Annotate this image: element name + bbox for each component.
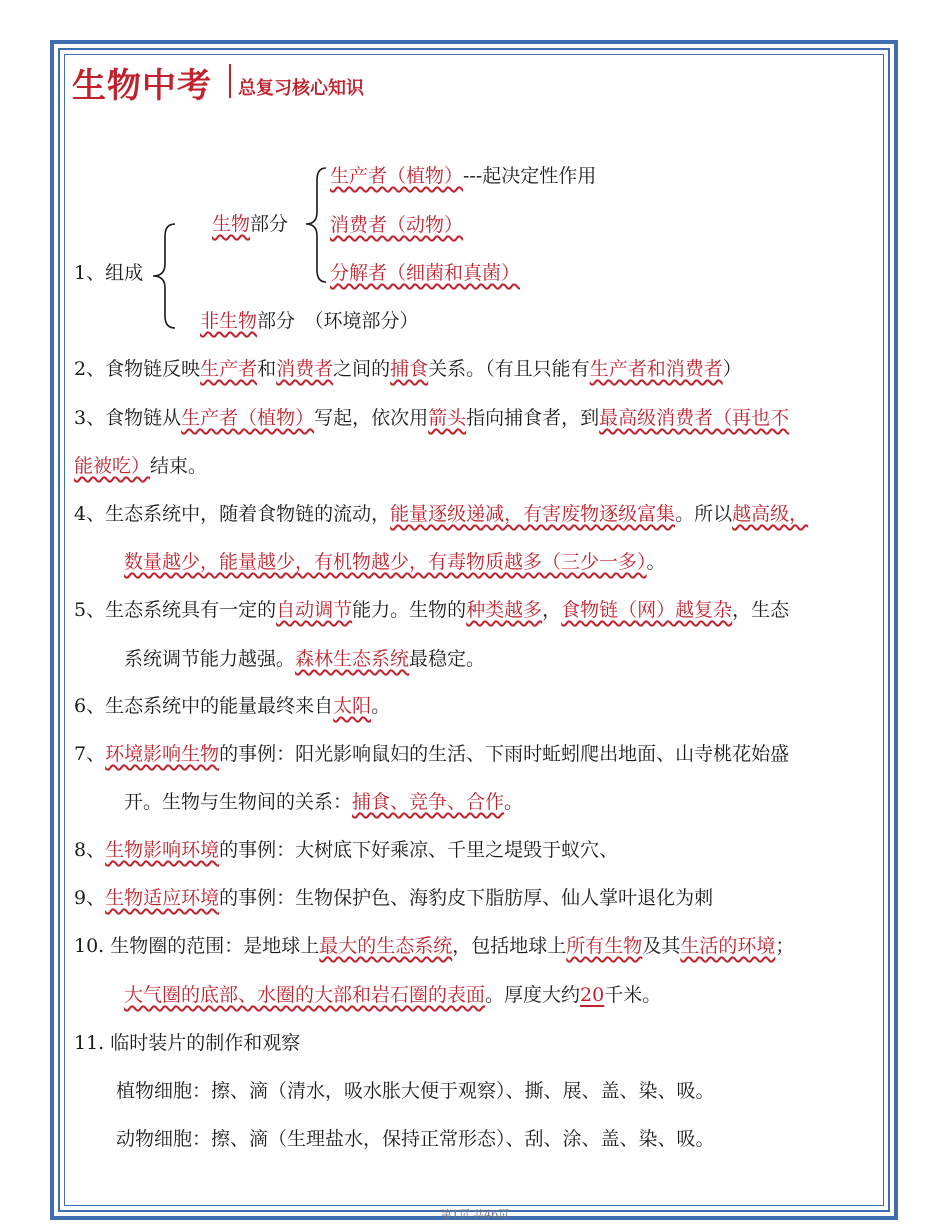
item11-plant: 植物细胞：擦、滴（清水，吸水胀大便于观察）、撕、展、盖、染、吸。: [116, 1080, 715, 1102]
item10-line1: 10. 生物圈的范围：是地球上最大的生态系统，包括地球上所有生物及其生活的环境；: [74, 935, 795, 957]
item2-text: 2、食物链反映生产者和消费者之间的捕食关系。（有且只能有生产者和消费者）: [74, 358, 742, 380]
title-divider: [229, 64, 231, 98]
page-subtitle: 总复习核心知识: [238, 78, 364, 99]
item4-line1: 4、生态系统中，随着食物链的流动，能量逐级递减，有害废物逐级富集。所以越高级，: [74, 503, 809, 525]
item7-line1: 7、环境影响生物的事例：阳光影响鼠妇的生活、下雨时蚯蚓爬出地面、山寺桃花始盛: [74, 743, 790, 765]
item1-producer: 生产者（植物）---起决定性作用: [330, 165, 597, 187]
item5-line2: 系统调节能力越强。森林生态系统最稳定。: [124, 648, 486, 670]
item8-text: 8、生物影响环境的事例：大树底下好乘凉、千里之堤毁于蚁穴、: [74, 839, 619, 861]
item9-text: 9、生物适应环境的事例：生物保护色、海豹皮下脂肪厚、仙人掌叶退化为刺: [74, 887, 714, 909]
item4-line2: 数量越少，能量越少，有机物越少，有毒物质越多（三少一多）。: [124, 551, 666, 573]
item10-line2: 大气圈的底部、水圈的大部和岩石圈的表面。厚度大约20千米。: [124, 984, 662, 1006]
brace-left-icon: [145, 222, 181, 330]
item11-animal: 动物细胞：擦、滴（生理盐水，保持正常形态）、刮、涂、盖、染、吸。: [116, 1128, 715, 1150]
item1-label: 1、组成: [74, 262, 144, 284]
item1-decomposer: 分解者（细菌和真菌）: [330, 262, 521, 284]
item1-nonbio: 非生物部分 （环境部分）: [200, 310, 419, 332]
page-title: 生物中考: [72, 66, 212, 106]
item6-text: 6、生态系统中的能量最终来自太阳。: [74, 695, 391, 717]
page-footer: 第1页 共46页: [440, 1208, 510, 1221]
item1-bio: 生物部分: [212, 213, 289, 235]
item5-line1: 5、生态系统具有一定的自动调节能力。生物的种类越多，食物链（网）越复杂，生态: [74, 599, 790, 621]
item11-title: 11. 临时装片的制作和观察: [74, 1032, 301, 1054]
item3-line2: 能被吃）结束。: [74, 455, 208, 477]
item1-consumer: 消费者（动物）: [330, 214, 464, 236]
item7-line2: 开。生物与生物间的关系：捕食、竞争、合作。: [124, 791, 524, 813]
item3-line1: 3、食物链从生产者（植物）写起，依次用箭头指向捕食者，到最高级消费者（再也不: [74, 407, 790, 429]
brace-right-icon: [300, 166, 330, 284]
